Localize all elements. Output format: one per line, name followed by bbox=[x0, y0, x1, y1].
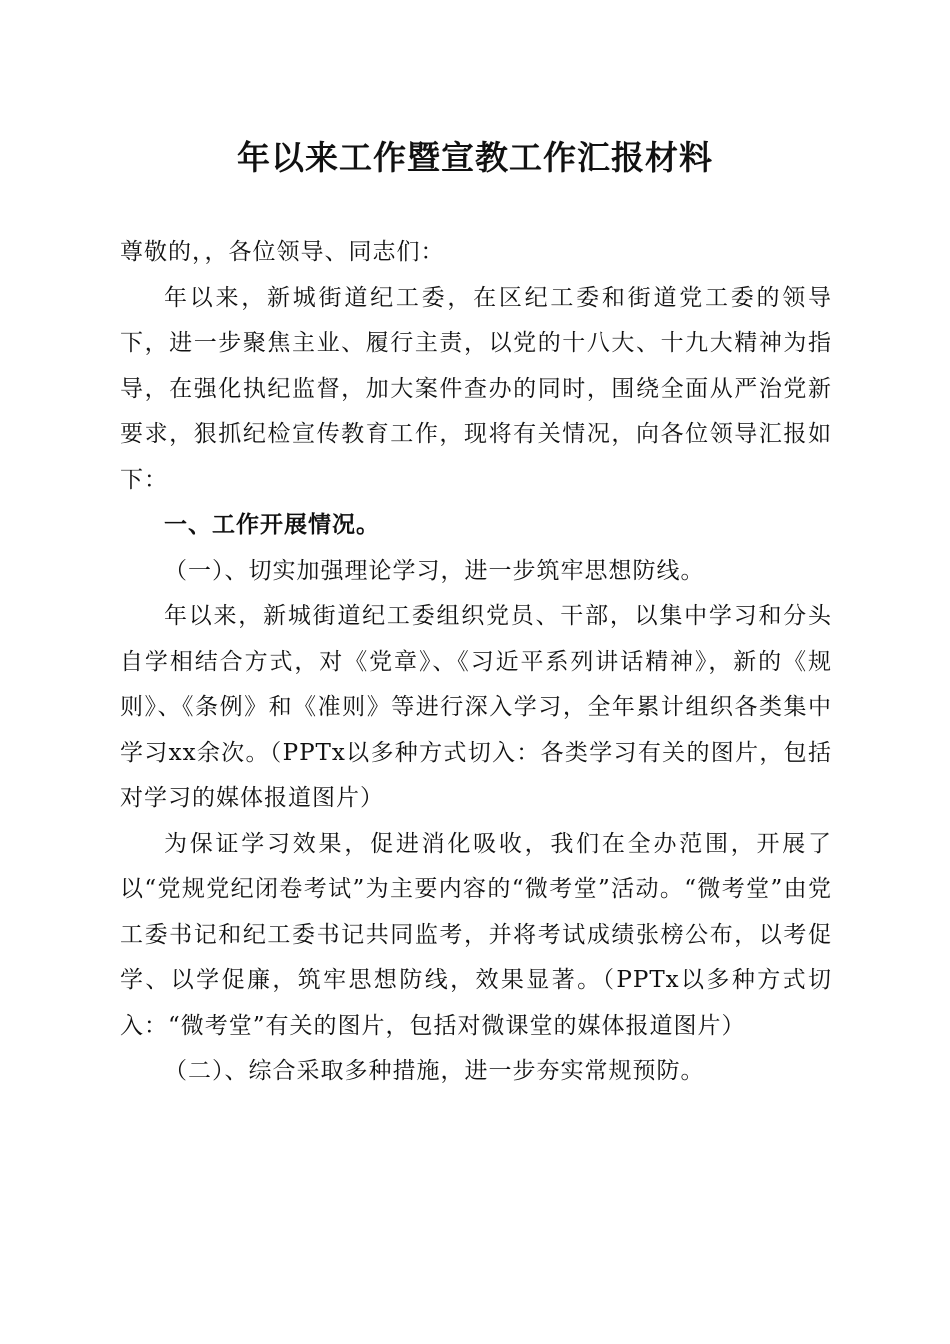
document-body bbox=[120, 230, 832, 1095]
subsection-heading-2: （二）、综合采取多种措施，进一步夯实常规预防。 bbox=[164, 1058, 705, 1084]
subsection-heading-1: （一）、切实加强理论学习，进一步筑牢思想防线。 bbox=[164, 557, 705, 584]
document-title: 年以来工作暨宣教工作汇报材料 bbox=[237, 138, 713, 177]
body-paragraph-exam: 为保证学习效果，促进消化吸收，我们在全办范围，开展了以“党规党纪闭卷考试”为主要内容的“微考堂”活动。“微考堂”由党工委书记和纪工委书记共同监考，并将考试成绩张榜公布，以考促学、以学促廉，筑牢思想防线，效果显著。（PPTx以多种方式切入：“微考堂”有关的图片，包括对微课堂的媒体报道图片） bbox=[120, 830, 832, 1039]
salutation: 尊敬的，，各位领导、同志们： bbox=[120, 239, 445, 265]
section-heading-1: 一、工作开展情况。 bbox=[164, 512, 380, 538]
body-paragraph-study: 年以来，新城街道纪工委组织党员、干部，以集中学习和分头自学相结合方式，对《党章》、《习近平系列讲话精神》，新的《规则》、《条例》和《准则》等进行深入学习，全年累计组织各类集中学习xx余次。（PPTx以多种方式切入：各类学习有关的图片，包括对学习的媒体报道图片） bbox=[120, 603, 832, 811]
intro-paragraph: 年以来，新城街道纪工委，在区纪工委和街道党工委的领导下，进一步聚焦主业、履行主责，以党的十八大、十九大精神为指导，在强化执纪监督，加大案件查办的同时，围绕全面从严治党新要求，狠抓纪检宣传教育工作，现将有关情况，向各位领导汇报如下： bbox=[120, 284, 832, 493]
